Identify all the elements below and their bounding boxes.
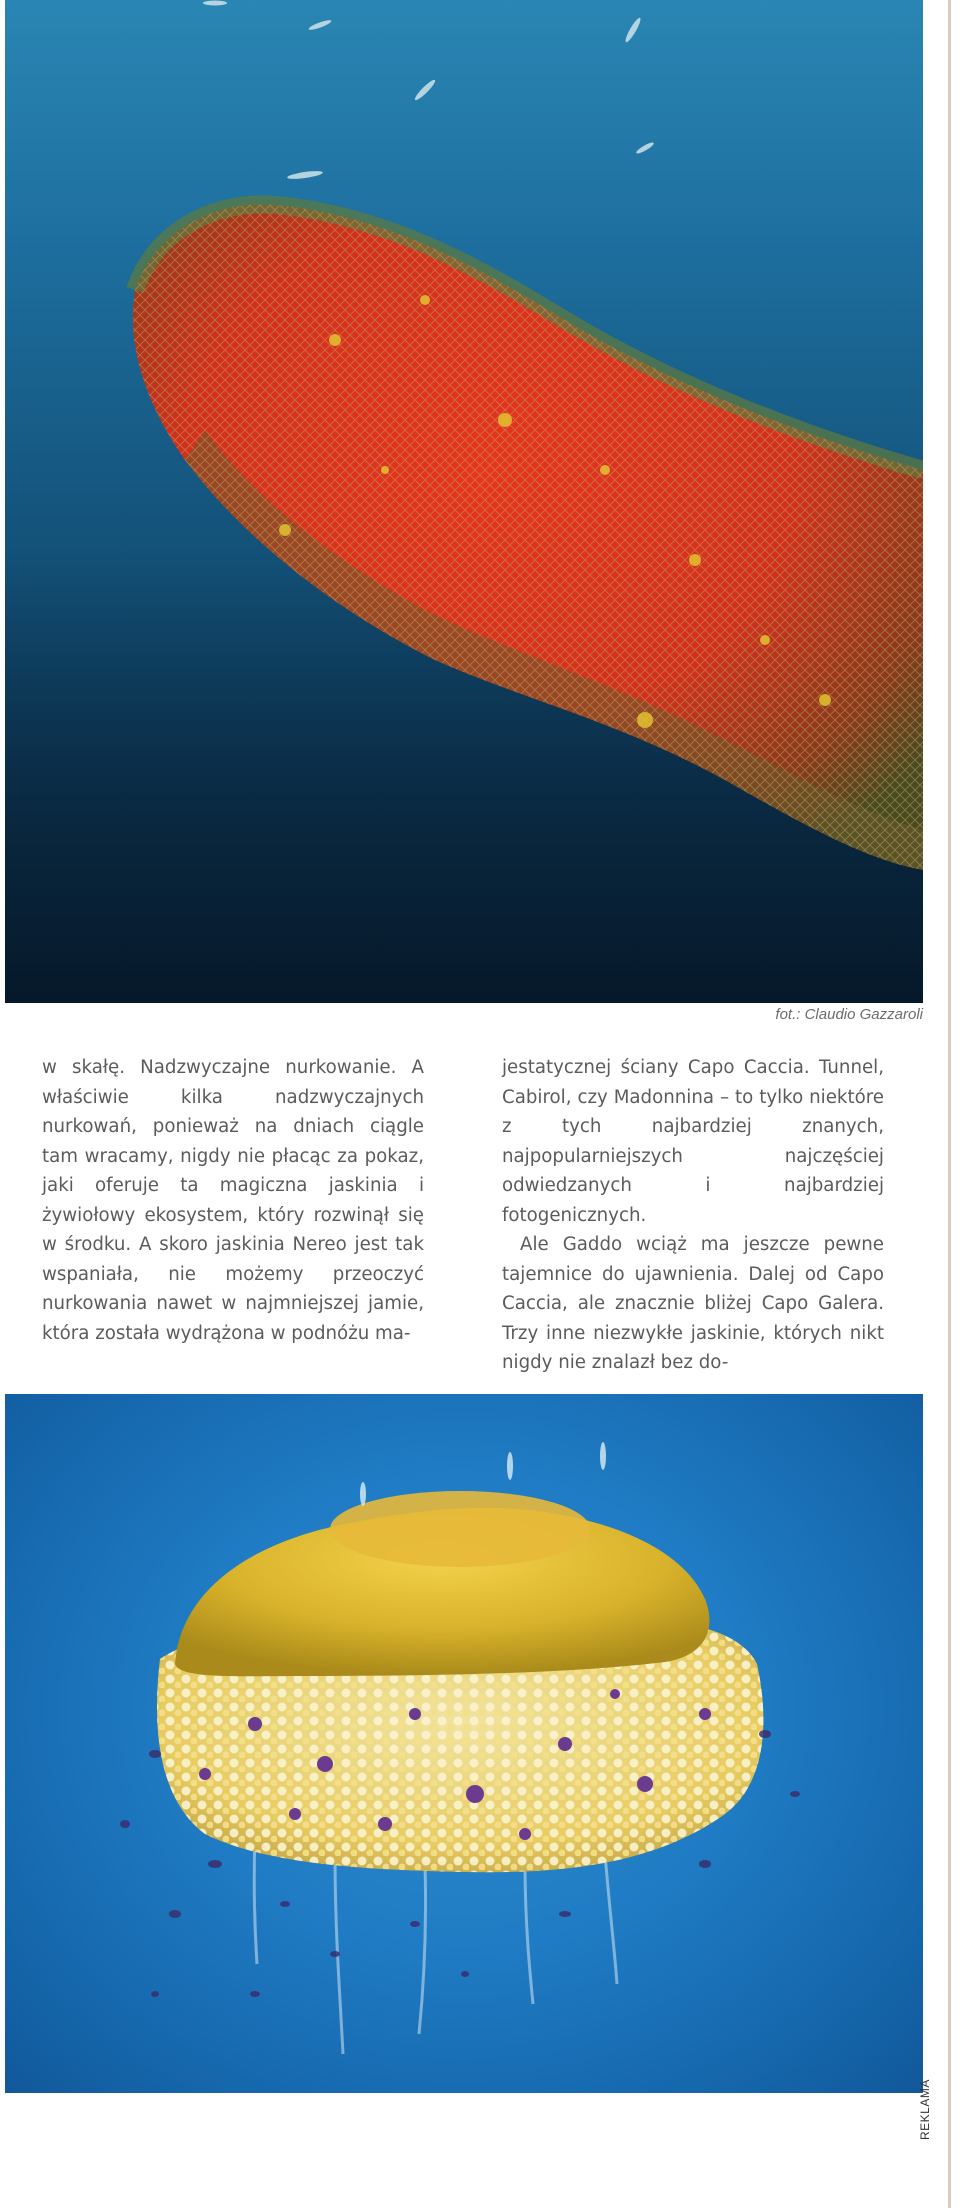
jellyfish-photo xyxy=(5,1394,923,2093)
paragraph: w skałę. Nadzwyczajne nurkowanie. A właściwie kilka nadzwyczajnych nurkowań, ponieważ na dniach ciągle tam wracamy, nigdy nie płacąc za pokaz, jaki oferuje ta magiczna jaskinia i żywiołowy ekosystem, który rozwinął się w środku. A skoro jaskinia Nereo jest tak wspaniała, nie możemy przeoczyć nurkowania nawet w najmniejszej jamie, która została wydrążona w podnóżu ma- xyxy=(42,1057,424,1344)
article-column-right xyxy=(502,1053,884,1378)
page-edge-rule xyxy=(948,0,951,2208)
advertisement-label: REKLAMA xyxy=(918,2079,932,2140)
article-column-left xyxy=(42,1053,424,1348)
coral-rock-photo xyxy=(5,0,923,1003)
paragraph: Ale Gaddo wciąż ma jeszcze pewne tajemnice do ujawnienia. Dalej od Capo Caccia, ale znacznie bliżej Capo Galera. Trzy inne niezwykłe jaskinie, których nikt nigdy nie znalazł bez do- xyxy=(502,1234,884,1373)
photo-caption: fot.: Claudio Gazzaroli xyxy=(775,1006,923,1023)
paragraph: jestatycznej ściany Capo Caccia. Tunnel, Cabirol, czy Madonnina – to tylko niektóre z tych najbardziej znanych, najpopularniejszych najczęściej odwiedzanych i najbardziej fotogenicznych. xyxy=(502,1057,884,1226)
